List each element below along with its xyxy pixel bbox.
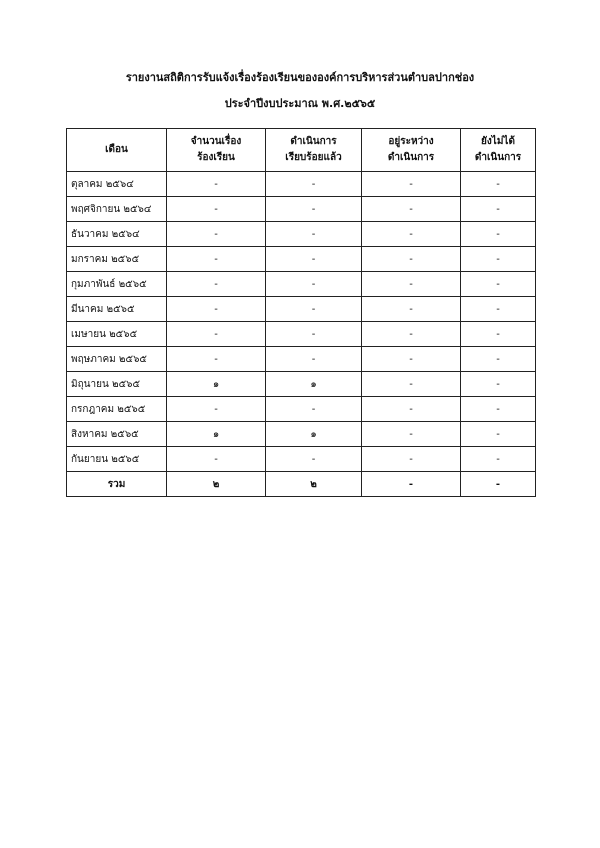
table-row [67,297,536,322]
total-not-started-cell: - [461,472,536,497]
header-in-progress-line2: ดำเนินการ [387,152,435,163]
not-started-cell: - [461,247,536,272]
header-received-line1: จำนวนเรื่อง [190,136,242,147]
table-row [67,222,536,247]
table-row [67,397,536,422]
month-cell: พฤศจิกายน ๒๕๖๔ [67,197,167,222]
table-header-row [67,129,536,172]
completed-cell: ๑ [266,372,362,397]
completed-cell: - [266,347,362,372]
completed-cell: - [266,197,362,222]
month-cell: ธันวาคม ๒๕๖๔ [67,222,167,247]
header-not-started [461,129,536,172]
month-cell: สิงหาคม ๒๕๖๕ [67,422,167,447]
table-row [67,172,536,197]
total-received-cell: ๒ [167,472,266,497]
total-label-cell: รวม [67,472,167,497]
header-received-line2: ร้องเรียน [197,152,235,163]
completed-cell: - [266,272,362,297]
received-cell: - [167,322,266,347]
total-row [67,472,536,497]
table-row [67,197,536,222]
header-month-label: เดือน [105,144,128,155]
table-row [67,272,536,297]
table-row [67,372,536,397]
in-progress-cell: - [362,322,461,347]
table-row [67,322,536,347]
not-started-cell: - [461,297,536,322]
completed-cell: - [266,322,362,347]
in-progress-cell: - [362,397,461,422]
completed-cell: - [266,172,362,197]
header-completed-line2: เรียบร้อยแล้ว [285,152,342,163]
complaint-stats-table [66,128,536,497]
not-started-cell: - [461,347,536,372]
month-cell: พฤษภาคม ๒๕๖๕ [67,347,167,372]
month-cell: มีนาคม ๒๕๖๕ [67,297,167,322]
completed-cell: - [266,297,362,322]
not-started-cell: - [461,372,536,397]
received-cell: - [167,397,266,422]
header-in-progress-line1: อยู่ระหว่าง [388,136,434,147]
received-cell: - [167,447,266,472]
received-cell: - [167,247,266,272]
in-progress-cell: - [362,247,461,272]
not-started-cell: - [461,222,536,247]
in-progress-cell: - [362,297,461,322]
completed-cell: ๑ [266,422,362,447]
received-cell: - [167,347,266,372]
month-cell: กุมภาพันธ์ ๒๕๖๕ [67,272,167,297]
in-progress-cell: - [362,197,461,222]
not-started-cell: - [461,447,536,472]
in-progress-cell: - [362,347,461,372]
received-cell: - [167,222,266,247]
table-row [67,347,536,372]
completed-cell: - [266,397,362,422]
completed-cell: - [266,447,362,472]
month-cell: ตุลาคม ๒๕๖๔ [67,172,167,197]
total-completed-cell: ๒ [266,472,362,497]
received-cell: - [167,297,266,322]
not-started-cell: - [461,397,536,422]
completed-cell: - [266,222,362,247]
not-started-cell: - [461,172,536,197]
month-cell: กรกฎาคม ๒๕๖๕ [67,397,167,422]
not-started-cell: - [461,322,536,347]
table-row [67,447,536,472]
not-started-cell: - [461,422,536,447]
month-cell: มกราคม ๒๕๖๕ [67,247,167,272]
header-completed [266,129,362,172]
in-progress-cell: - [362,372,461,397]
month-cell: เมษายน ๒๕๖๕ [67,322,167,347]
header-in-progress [362,129,461,172]
total-in-progress-cell: - [362,472,461,497]
header-completed-line1: ดำเนินการ [290,136,337,147]
table-row [67,247,536,272]
completed-cell: - [266,247,362,272]
in-progress-cell: - [362,447,461,472]
received-cell: - [167,197,266,222]
received-cell: ๑ [167,422,266,447]
in-progress-cell: - [362,172,461,197]
in-progress-cell: - [362,272,461,297]
report-title: รายงานสถิติการรับแจ้งเรื่องร้องเรียนขององค์การบริหารส่วนตำบลปากช่อง [125,71,475,84]
not-started-cell: - [461,272,536,297]
header-month [67,129,167,172]
header-received [167,129,266,172]
month-cell: กันยายน ๒๕๖๕ [67,447,167,472]
received-cell: ๑ [167,372,266,397]
in-progress-cell: - [362,422,461,447]
in-progress-cell: - [362,222,461,247]
header-not-started-line2: ดำเนินการ [474,152,522,163]
table-row [67,422,536,447]
report-subtitle: ประจำปีงบประมาณ พ.ศ.๒๕๖๕ [224,97,376,110]
header-not-started-line1: ยังไม่ได้ [481,136,515,147]
received-cell: - [167,272,266,297]
month-cell: มิถุนายน ๒๕๖๕ [67,372,167,397]
received-cell: - [167,172,266,197]
not-started-cell: - [461,197,536,222]
